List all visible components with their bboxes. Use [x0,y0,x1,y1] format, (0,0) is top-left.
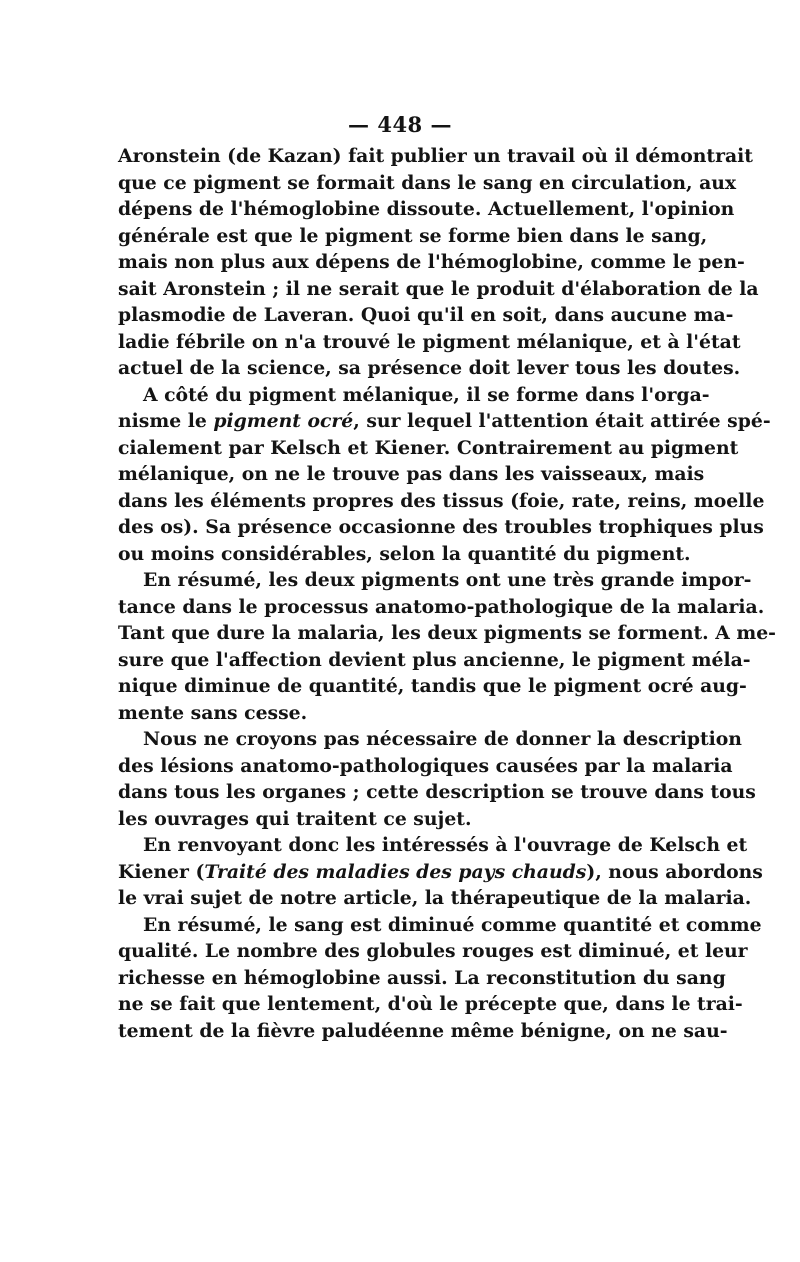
text-line: des os). Sa présence occasionne des troubles trophiques plus [118,516,764,538]
text-line: des lésions anatomo-pathologiques causées par la malaria [118,754,733,777]
text-line: le vrai sujet de notre article, la thérapeutique de la malaria. [118,887,752,909]
text-line: sait Aronstein ; il ne serait que le produit d'élaboration de la [118,277,759,300]
text-line: richesse en hémoglobine aussi. La reconstitution du sang [118,966,726,989]
italic-term: pigment ocré [213,410,354,432]
text-line: mais non plus aux dépens de l'hémoglobine, comme le pen- [118,251,745,273]
text-line: En résumé, les deux pigments ont une très grande impor- [143,569,752,591]
text-line: mente sans cesse. [118,701,308,724]
text-line: En résumé, le sang est diminué comme quantité et comme [143,913,762,936]
text-line: cialement par Kelsch et Kiener. Contrairement au pigment [118,436,739,459]
text-line: nique diminue de quantité, tandis que le pigment ocré aug- [118,675,747,697]
text-line: ne se fait que lentement, d'où le précepte que, dans le trai- [118,993,743,1015]
text-line: dépens de l'hémoglobine dissoute. Actuellement, l'opinion [118,198,735,220]
text-segment: ), nous abordons [586,860,763,883]
text-line: Tant que dure la malaria, les deux pigments se forment. A me- [118,622,776,644]
text-line: ou moins considérables, selon la quantité du pigment. [118,542,691,565]
text-line: qualité. Le nombre des globules rouges est diminué, et leur [118,940,748,962]
text-line: actuel de la science, sa présence doit lever tous les doutes. [118,357,741,379]
text-line: mélanique, on ne le trouve pas dans les vaisseaux, mais [118,463,705,485]
text-line: Aronstein (de Kazan) fait publier un travail où il démontrait [118,145,753,167]
text-segment: nisme le [118,410,214,432]
text-line: En renvoyant donc les intéressés à l'ouvrage de Kelsch et [143,834,748,856]
text-segment: Kiener ( [118,860,205,883]
text-segment: , sur lequel l'attention était attirée spé- [353,410,771,432]
text-line: générale est que le pigment se forme bien dans le sang, [118,224,708,247]
text-line [118,859,763,886]
text-line: Nous ne croyons pas nécessaire de donner la description [143,728,742,750]
italic-title: Traité des maladies des pays chauds [204,860,587,883]
text-line: que ce pigment se formait dans le sang en circulation, aux [118,171,737,194]
text-line: plasmodie de Laveran. Quoi qu'il en soit, dans aucune ma- [118,304,734,326]
text-line: A côté du pigment mélanique, il se forme dans l'orga- [143,383,710,406]
text-line: dans les éléments propres des tissus (foie, rate, reins, moelle [118,489,765,512]
body-text [118,143,776,1044]
page-number: — 448 — [348,112,452,137]
text-line: les ouvrages qui traitent ce sujet. [118,807,472,830]
text-line: tance dans le processus anatomo-pathologique de la malaria. [118,595,765,618]
text-line [118,408,771,435]
text-line: tement de la fièvre paludéenne même bénigne, on ne sau- [118,1019,728,1042]
text-line: dans tous les organes ; cette description se trouve dans tous [118,781,756,803]
text-line: ladie fébrile on n'a trouvé le pigment mélanique, et à l'état [118,330,741,353]
text-line: sure que l'affection devient plus ancienne, le pigment méla- [118,648,751,671]
